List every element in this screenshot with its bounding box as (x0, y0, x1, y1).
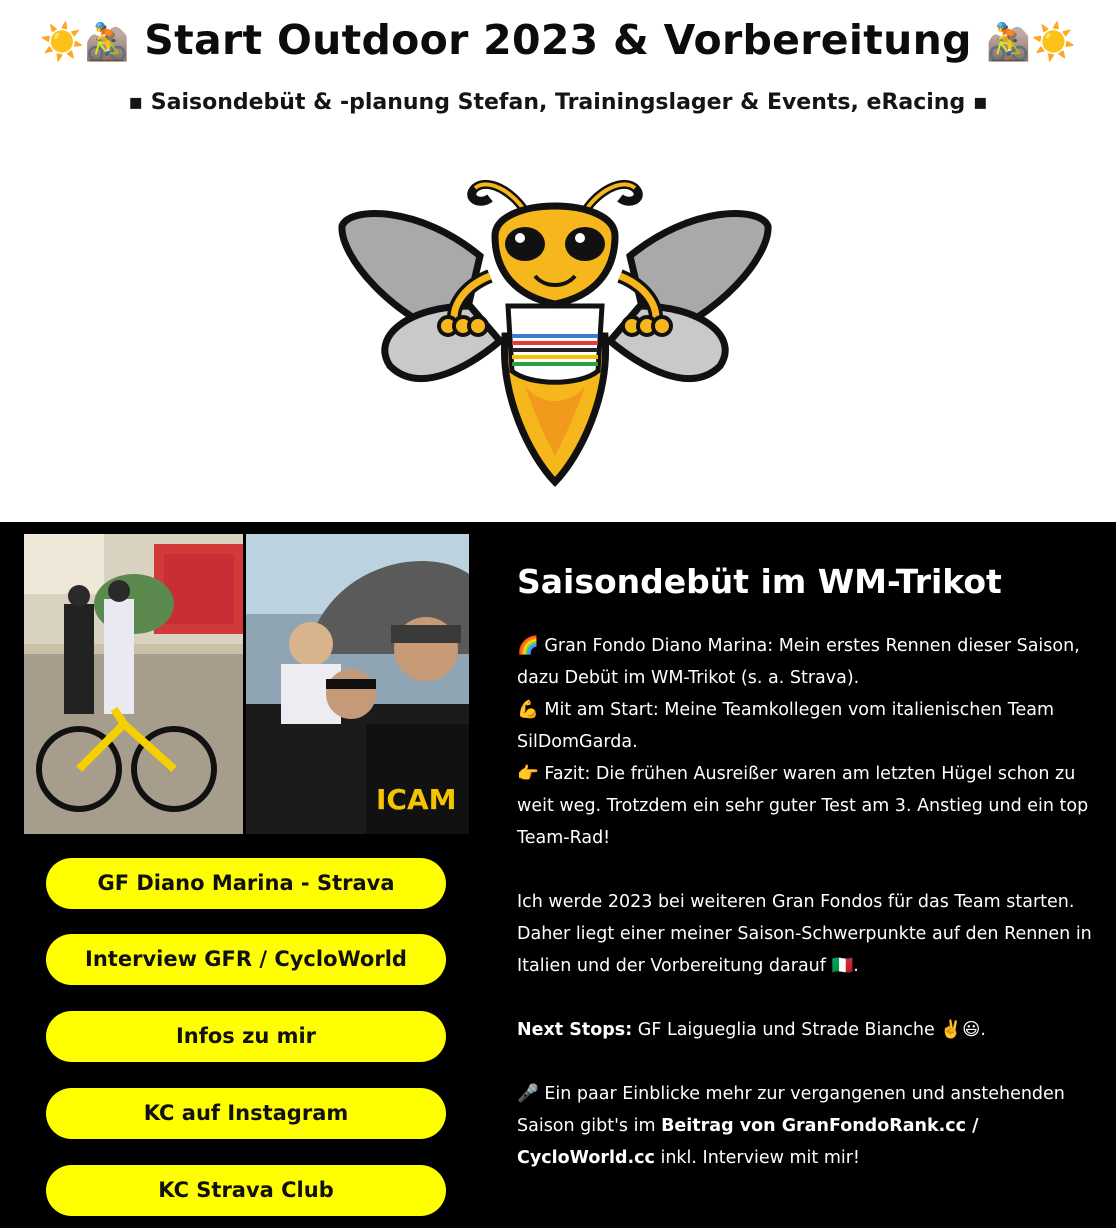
post-title: Saisondebüt im WM-Trikot (517, 562, 1002, 601)
strava-club-button[interactable]: KC Strava Club (46, 1165, 446, 1216)
paragraph-interview (517, 1078, 1107, 1174)
paragraph-conclusion (517, 758, 1107, 854)
flexed-biceps-icon: 💪 (517, 700, 539, 720)
post-body (517, 630, 1107, 1174)
interview-text-end: inkl. Interview mit mir! (654, 1148, 860, 1168)
paragraph-plans: Ich werde 2023 bei weiteren Gran Fondos für das Team starten. Daher liegt einer meiner Saison-Schwerpunkte auf den Rennen in Italien und der Vorbereitung darauf 🇮🇹. (517, 892, 1092, 976)
next-stops-text: GF Laigueglia und Strade Bianche ✌️😃. (632, 1020, 986, 1040)
paragraph-race (517, 630, 1107, 694)
bike-sun-emoji: 🚵☀️ (986, 22, 1077, 63)
page-title-text: Start Outdoor 2023 & Vorbereitung (144, 16, 972, 64)
interview-button[interactable]: Interview GFR / CycloWorld (46, 934, 446, 985)
team-text: Mit am Start: Meine Teamkollegen vom italienischen Team SilDomGarda. (517, 700, 1055, 752)
team-photo (24, 534, 243, 834)
conclusion-text: Fazit: Die frühen Ausreißer waren am letzten Hügel schon zu weit weg. Trotzdem ein sehr guter Test am 3. Anstieg und ein top Team-Rad! (517, 764, 1089, 848)
interview-link[interactable]: Beitrag von GranFondoRank.cc / CycloWorld.cc (517, 1116, 979, 1168)
sun-bike-emoji: ☀️🚵 (39, 22, 130, 63)
paragraph-next-stops (517, 1014, 1107, 1046)
next-stops-label: Next Stops: (517, 1020, 633, 1040)
svg-text:ICAM: ICAM (376, 783, 457, 816)
content-section (0, 522, 1116, 1228)
interview-text: Ein paar Einblicke mehr zur vergangenen und anstehenden Saison gibt's im (517, 1084, 1065, 1136)
pointing-hand-icon: 👉 (517, 764, 539, 784)
page-title (0, 14, 1116, 69)
bee-mascot-icon (330, 166, 780, 488)
instagram-button[interactable]: KC auf Instagram (46, 1088, 446, 1139)
rainbow-icon: 🌈 (517, 636, 539, 656)
header-section (0, 0, 1116, 522)
selfie-photo (246, 534, 469, 834)
strava-activity-button[interactable]: GF Diano Marina - Strava (46, 858, 446, 909)
about-me-button[interactable]: Infos zu mir (46, 1011, 446, 1062)
race-text: Gran Fondo Diano Marina: Mein erstes Rennen dieser Saison, dazu Debüt im WM-Trikot (s. a. Strava). (517, 636, 1080, 688)
microphone-icon: 🎤 (517, 1084, 539, 1104)
paragraph-team (517, 694, 1107, 758)
page-subtitle: ▪ Saisondebüt & -planung Stefan, Trainingslager & Events, eRacing ▪ (128, 90, 988, 115)
